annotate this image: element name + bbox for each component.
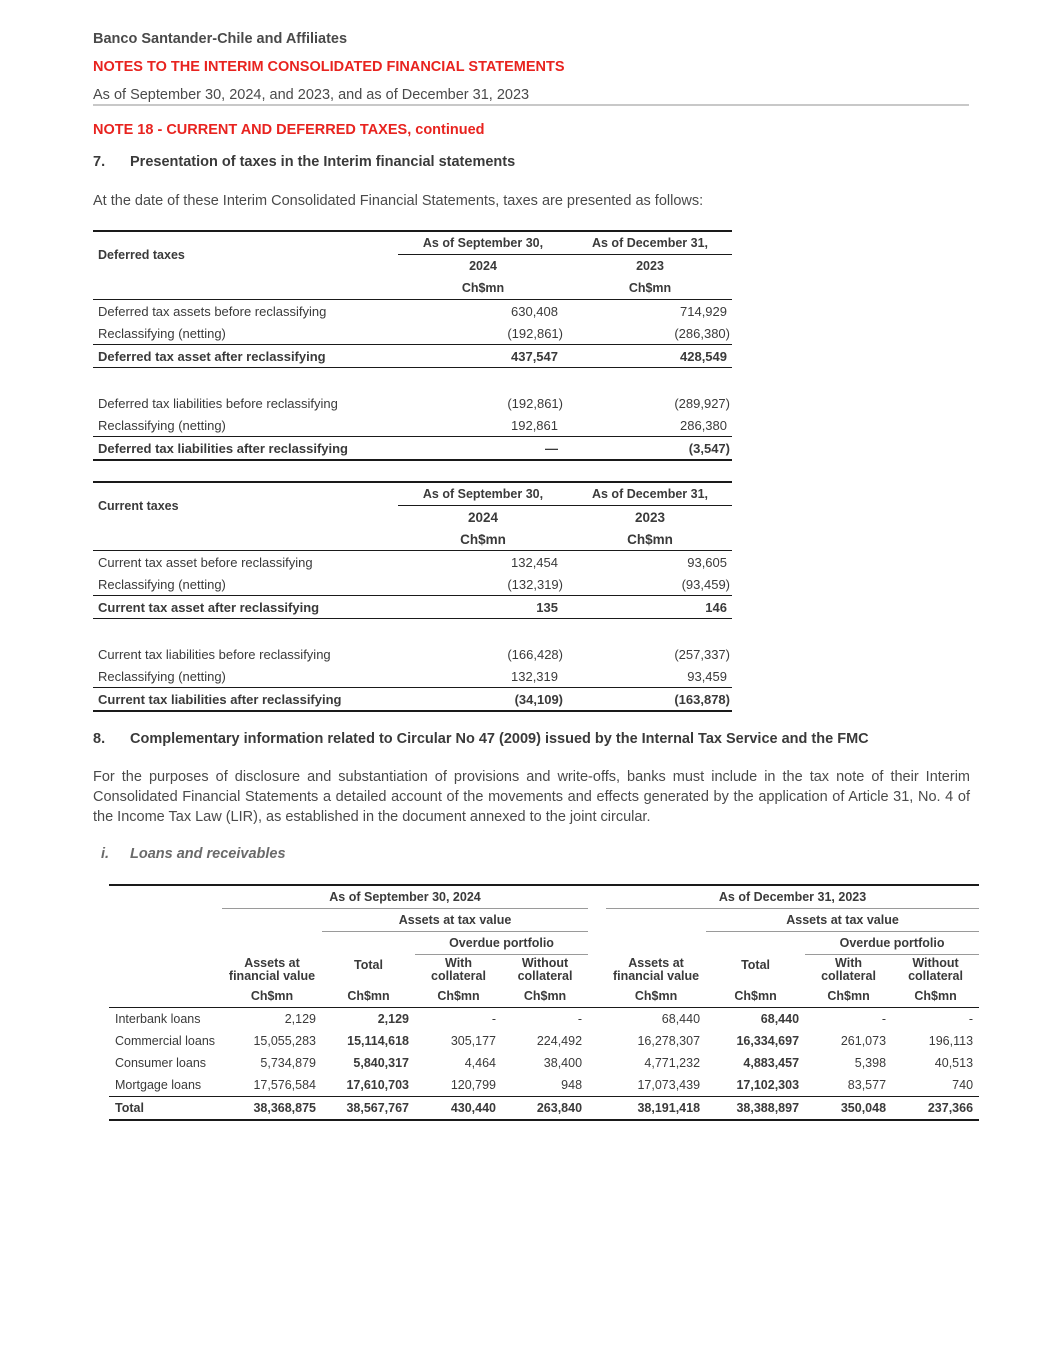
section-title: Complementary information related to Circular No 47 (2009) issued by the Internal Tax Service and the FMC <box>130 731 869 747</box>
row-value: — <box>398 437 568 461</box>
col-without-collateral: Without collateral <box>908 956 963 983</box>
row-label: Consumer loans <box>115 1056 207 1070</box>
cell: 5,734,879 <box>260 1056 316 1070</box>
cell: 38,400 <box>543 1056 583 1070</box>
cell: 263,840 <box>502 1097 588 1121</box>
row-label: Interbank loans <box>115 1012 201 1026</box>
row-label: Total <box>109 1097 222 1121</box>
col-year-2023: 2023 <box>634 509 666 525</box>
col-unit: Ch$mn <box>805 985 892 1008</box>
table-row <box>93 414 732 437</box>
row-value: 132,319 <box>511 668 558 684</box>
cell: 430,440 <box>415 1097 502 1121</box>
row-label: Deferred tax liabilities after reclassifying <box>93 437 398 461</box>
table-row <box>93 573 732 596</box>
spacer-row <box>93 368 732 393</box>
table-row <box>93 322 732 345</box>
cell: 40,513 <box>934 1056 974 1070</box>
cell: 948 <box>561 1078 583 1092</box>
cell: 17,073,439 <box>637 1078 701 1092</box>
cell: 2,129 <box>284 1012 316 1026</box>
cell: 68,440 <box>760 1012 800 1026</box>
col-unit: Ch$mn <box>628 281 672 295</box>
period-head-dec: As of December 31, 2023 <box>606 885 979 909</box>
row-label: Deferred tax liabilities before reclassifying <box>98 395 338 411</box>
row-value: (166,428) <box>507 646 563 662</box>
section-title: Presentation of taxes in the Interim financial statements <box>130 154 516 170</box>
row-value: 714,929 <box>568 300 732 323</box>
cell: - <box>577 1012 583 1026</box>
table-header-row <box>93 277 732 300</box>
table-header-row <box>109 932 979 955</box>
cell: 83,577 <box>847 1078 887 1092</box>
section-number: 7. <box>93 154 106 170</box>
cell: 740 <box>952 1078 974 1092</box>
row-value: 93,605 <box>568 551 732 574</box>
assets-tax-head: Assets at tax value <box>706 909 979 932</box>
cell: 305,177 <box>450 1034 496 1048</box>
date-line: As of September 30, 2024, and 2023, and as of December 31, 2023 <box>93 87 530 103</box>
row-value: (286,380) <box>674 325 730 341</box>
section-7-intro: At the date of these Interim Consolidated Financial Statements, taxes are presented as follows: <box>93 193 704 209</box>
cell: - <box>491 1012 496 1026</box>
row-value: 135 <box>398 596 568 619</box>
col-total: Total <box>354 957 383 972</box>
table-row <box>109 1052 979 1074</box>
col-head-sep: As of September 30, <box>398 231 568 255</box>
col-without-collateral: Without collateral <box>517 956 573 983</box>
row-value: 93,459 <box>687 668 727 684</box>
cell: 2,129 <box>377 1012 409 1026</box>
table-header-row <box>93 482 732 506</box>
table-row <box>93 643 732 665</box>
table-header-row <box>109 885 979 909</box>
table-row <box>109 1030 979 1052</box>
cell: 38,368,875 <box>222 1097 322 1121</box>
cell: 4,464 <box>464 1056 496 1070</box>
table-row <box>93 665 732 688</box>
col-fin-value: Assets at financial value <box>612 955 700 983</box>
row-value: 286,380 <box>680 417 727 433</box>
table-header-row <box>109 985 979 1008</box>
cell: 15,114,618 <box>347 1034 409 1048</box>
row-value: (289,927) <box>674 395 730 411</box>
col-total: Total <box>741 957 770 972</box>
cell: 17,102,303 <box>736 1078 800 1092</box>
period-head-sep: As of September 30, 2024 <box>222 885 588 909</box>
col-unit: Ch$mn <box>460 531 506 547</box>
col-with-collateral: With collateral <box>821 956 876 983</box>
section-8-paragraph: For the purposes of disclosure and substantiation of provisions and write-offs, banks must include in the tax note of their Interim Consolidated Financial Statements a detailed account of the movements and effects generated by the application of Article 31, No. 4 of the Income Tax Law (LIR), as established in the document annexed to the joint circular. <box>93 769 970 825</box>
cell: 4,771,232 <box>644 1056 701 1070</box>
section-number: 8. <box>93 731 106 747</box>
table-header-row <box>109 909 979 932</box>
cell: 196,113 <box>928 1034 974 1048</box>
col-head-sep: As of September 30, <box>398 482 568 506</box>
cell: 38,191,418 <box>606 1097 706 1121</box>
table-row <box>109 1008 979 1031</box>
cell: 5,398 <box>854 1056 887 1070</box>
col-unit: Ch$mn <box>222 985 322 1008</box>
cell: 5,840,317 <box>353 1056 409 1070</box>
current-taxes-table <box>93 481 732 712</box>
cell: 17,576,584 <box>253 1078 316 1092</box>
row-value: (132,319) <box>507 576 563 592</box>
row-value: 437,547 <box>398 345 568 368</box>
cell: 17,610,703 <box>346 1078 409 1092</box>
cell: 224,492 <box>536 1034 583 1048</box>
cell: 15,055,283 <box>253 1034 316 1048</box>
table-label: Deferred taxes <box>93 231 398 277</box>
row-label: Current tax liabilities after reclassifying <box>93 688 398 712</box>
cell: 16,278,307 <box>637 1034 701 1048</box>
cell: 38,388,897 <box>706 1097 805 1121</box>
col-unit: Ch$mn <box>502 985 588 1008</box>
row-label: Current tax liabilities before reclassifying <box>98 646 331 662</box>
row-value: 428,549 <box>568 345 732 368</box>
cell: 16,334,697 <box>736 1034 800 1048</box>
row-label: Commercial loans <box>115 1034 216 1048</box>
row-label: Reclassifying (netting) <box>98 576 226 592</box>
table-row-total <box>109 1097 979 1121</box>
table-row-subtotal <box>93 688 732 712</box>
row-label: Deferred tax asset after reclassifying <box>93 345 398 368</box>
deferred-taxes-table <box>93 230 732 461</box>
cell: 237,366 <box>892 1097 979 1121</box>
table-row <box>109 1074 979 1097</box>
cell: 38,567,767 <box>322 1097 415 1121</box>
row-label: Deferred tax assets before reclassifying <box>93 300 398 323</box>
col-year-2024: 2024 <box>469 259 497 273</box>
row-value: 630,408 <box>398 300 568 323</box>
spacer-row <box>93 619 732 644</box>
row-label: Current tax asset after reclassifying <box>93 596 398 619</box>
section-7-heading <box>93 154 515 170</box>
table-row <box>93 392 732 414</box>
table-row <box>93 551 732 574</box>
table-header-row <box>109 955 979 986</box>
row-label: Reclassifying (netting) <box>98 417 226 433</box>
row-value: (192,861) <box>507 325 563 341</box>
row-value: (192,861) <box>507 395 563 411</box>
col-with-collateral: With collateral <box>431 956 486 983</box>
table-header-row <box>93 231 732 255</box>
col-unit: Ch$mn <box>461 281 505 295</box>
col-year-2024: 2024 <box>467 509 499 525</box>
assets-tax-head: Assets at tax value <box>322 909 588 932</box>
table-header-row <box>93 528 732 551</box>
col-year-2023: 2023 <box>636 259 664 273</box>
row-label: Reclassifying (netting) <box>98 325 226 341</box>
overdue-head: Overdue portfolio <box>805 932 979 955</box>
cell: 350,048 <box>805 1097 892 1121</box>
table-row-subtotal <box>93 596 732 619</box>
row-value: (93,459) <box>681 576 730 592</box>
cell: 68,440 <box>661 1012 701 1026</box>
loans-table <box>109 884 979 1121</box>
row-label: Current tax asset before reclassifying <box>93 551 398 574</box>
subsection-title: Loans and receivables <box>130 846 286 862</box>
cell: 4,883,457 <box>743 1056 800 1070</box>
col-head-dec: As of December 31, <box>568 231 732 255</box>
row-value: (3,547) <box>568 437 732 461</box>
row-value: 192,861 <box>511 417 558 433</box>
section-8-heading <box>93 731 869 747</box>
col-unit: Ch$mn <box>322 985 415 1008</box>
col-unit: Ch$mn <box>892 985 979 1008</box>
col-unit: Ch$mn <box>415 985 502 1008</box>
cell: 120,799 <box>450 1078 496 1092</box>
col-fin-value: Assets at financial value <box>228 955 316 983</box>
cell: 261,073 <box>840 1034 887 1048</box>
company-name: Banco Santander-Chile and Affiliates <box>93 31 348 47</box>
table-row-subtotal <box>93 437 732 461</box>
row-value: (257,337) <box>674 646 730 662</box>
col-unit: Ch$mn <box>706 985 805 1008</box>
table-row <box>93 300 732 323</box>
table-label: Current taxes <box>93 482 398 528</box>
row-label: Reclassifying (netting) <box>98 668 226 684</box>
row-value: 146 <box>568 596 732 619</box>
row-value: (34,109) <box>398 688 568 712</box>
row-value: (163,878) <box>568 688 732 712</box>
overdue-head: Overdue portfolio <box>415 932 588 955</box>
cell: - <box>968 1012 974 1026</box>
subsection-i-heading <box>101 846 286 862</box>
col-head-dec: As of December 31, <box>568 482 732 506</box>
subsection-number: i. <box>101 846 110 862</box>
note-title: NOTE 18 - CURRENT AND DEFERRED TAXES, continued <box>93 122 485 138</box>
row-value: 132,454 <box>398 551 568 574</box>
col-unit: Ch$mn <box>627 531 673 547</box>
table-row-subtotal <box>93 345 732 368</box>
notes-title: NOTES TO THE INTERIM CONSOLIDATED FINANCIAL STATEMENTS <box>93 59 565 75</box>
row-label: Mortgage loans <box>115 1078 202 1092</box>
cell: - <box>881 1012 887 1026</box>
col-unit: Ch$mn <box>606 985 706 1008</box>
header-divider <box>93 104 969 106</box>
